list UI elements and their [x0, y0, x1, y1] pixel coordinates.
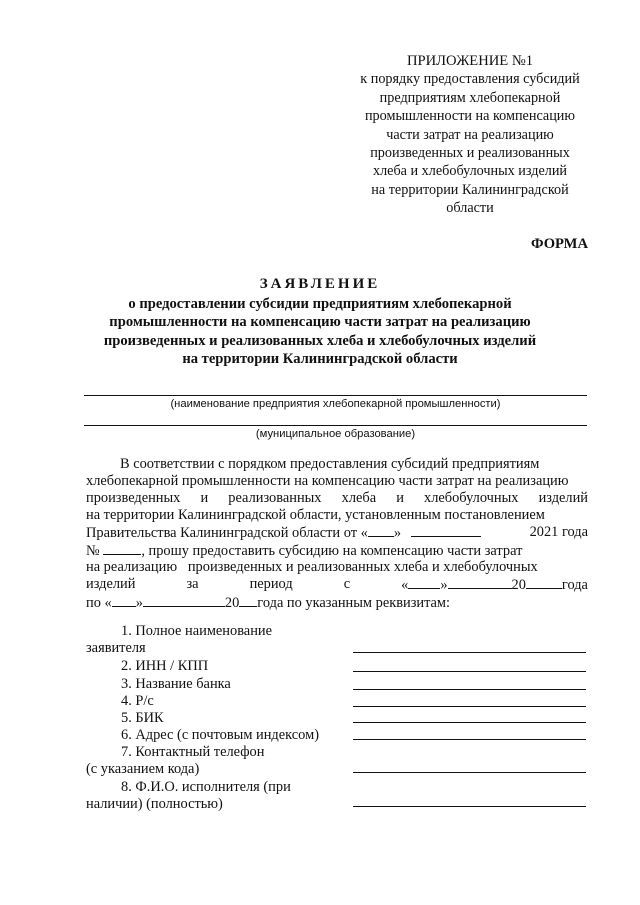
appendix-header — [330, 52, 610, 218]
body-line: на территории Калининградской области, установленным постановлением — [86, 506, 545, 523]
form-label: ФОРМА — [530, 236, 588, 252]
bank-name-field[interactable] — [353, 689, 586, 690]
appendix-line: хлеба и хлебобулочных изделий — [372, 163, 568, 180]
form-item-phone-cont: (с указанием кода) — [86, 761, 200, 777]
subtitle-line: на территории Калининградской области — [182, 351, 458, 368]
period-start-year-blank[interactable] — [526, 576, 562, 589]
appendix-line: на территории Калининградской — [371, 181, 569, 198]
municipality-caption: (муниципальное образование) — [255, 428, 416, 440]
appendix-line: к порядку предоставления субсидий — [360, 71, 580, 88]
statement-subtitle — [96, 295, 544, 369]
appendix-title: ПРИЛОЖЕНИЕ №1 — [406, 53, 534, 69]
body-line: по « » 20 года по указанным реквизитам: — [86, 595, 451, 612]
form-item-phone: 7. Контактный телефон — [121, 744, 265, 760]
subtitle-line: произведенных и реализованных хлеба и хлебобулочных изделий — [103, 332, 537, 349]
form-item-inn-kpp: 2. ИНН / КПП — [121, 658, 209, 674]
resolution-day-blank[interactable] — [368, 524, 394, 537]
form-item-address: 6. Адрес (с почтовым индексом) — [121, 727, 319, 743]
body-line: № , прошу предоставить субсидию на компенсацию части затрат — [86, 542, 523, 559]
period-end-year-blank[interactable] — [239, 594, 257, 607]
appendix-line: части затрат на реализацию — [386, 126, 554, 143]
phone-field[interactable] — [353, 772, 586, 773]
inn-kpp-field[interactable] — [353, 671, 586, 672]
appendix-line: промышленности на компенсацию — [364, 108, 576, 125]
form-item-full-name: 1. Полное наименование — [121, 623, 272, 639]
appendix-line: предприятиям хлебопекарной — [379, 89, 561, 106]
period-start-day-blank[interactable] — [408, 576, 440, 589]
body-line: произведенных и реализованных хлеба и хлебобулочных изделий — [86, 489, 588, 506]
bik-field[interactable] — [353, 722, 586, 723]
municipality-line[interactable] — [84, 425, 587, 426]
resolution-number-blank[interactable] — [103, 542, 141, 555]
executor-field[interactable] — [353, 806, 586, 807]
form-item-executor: 8. Ф.И.О. исполнителя (при — [121, 779, 291, 795]
body-line: хлебопекарной промышленности на компенсацию части затрат на реализацию — [86, 472, 569, 489]
body-line: изделий за период с « » 20 года — [86, 576, 588, 594]
subtitle-line: промышленности на компенсацию части затрат на реализацию — [109, 314, 531, 331]
appendix-line: области — [446, 200, 494, 217]
period-end-month-blank[interactable] — [143, 594, 225, 607]
form-item-bank-name: 3. Название банка — [121, 676, 231, 692]
address-field[interactable] — [353, 739, 586, 740]
period-start-month-blank[interactable] — [448, 576, 512, 589]
period-end-day-blank[interactable] — [112, 594, 136, 607]
enterprise-name-line[interactable] — [84, 395, 587, 396]
account-field[interactable] — [353, 706, 586, 707]
body-line: Правительства Калининградской области от « » 2021 года — [86, 523, 588, 541]
body-line: на реализацию произведенных и реализованных хлеба и хлебобулочных — [86, 559, 538, 576]
full-name-field[interactable] — [353, 652, 586, 653]
form-item-full-name-cont: заявителя — [86, 640, 146, 656]
appendix-line: произведенных и реализованных — [370, 145, 570, 162]
subtitle-line: о предоставлении субсидии предприятиям хлебопекарной — [128, 296, 512, 312]
form-item-bik: 5. БИК — [121, 710, 164, 726]
resolution-month-blank[interactable] — [411, 524, 481, 537]
body-line: В соответствии с порядком предоставления субсидий предприятиям — [120, 456, 540, 472]
application-body — [86, 456, 588, 612]
form-item-account: 4. Р/с — [121, 693, 154, 709]
statement-title: ЗАЯВЛЕНИЕ — [259, 276, 381, 292]
enterprise-caption: (наименование предприятия хлебопекарной промышленности) — [170, 398, 501, 410]
form-item-executor-cont: наличии) (полностью) — [86, 796, 223, 812]
